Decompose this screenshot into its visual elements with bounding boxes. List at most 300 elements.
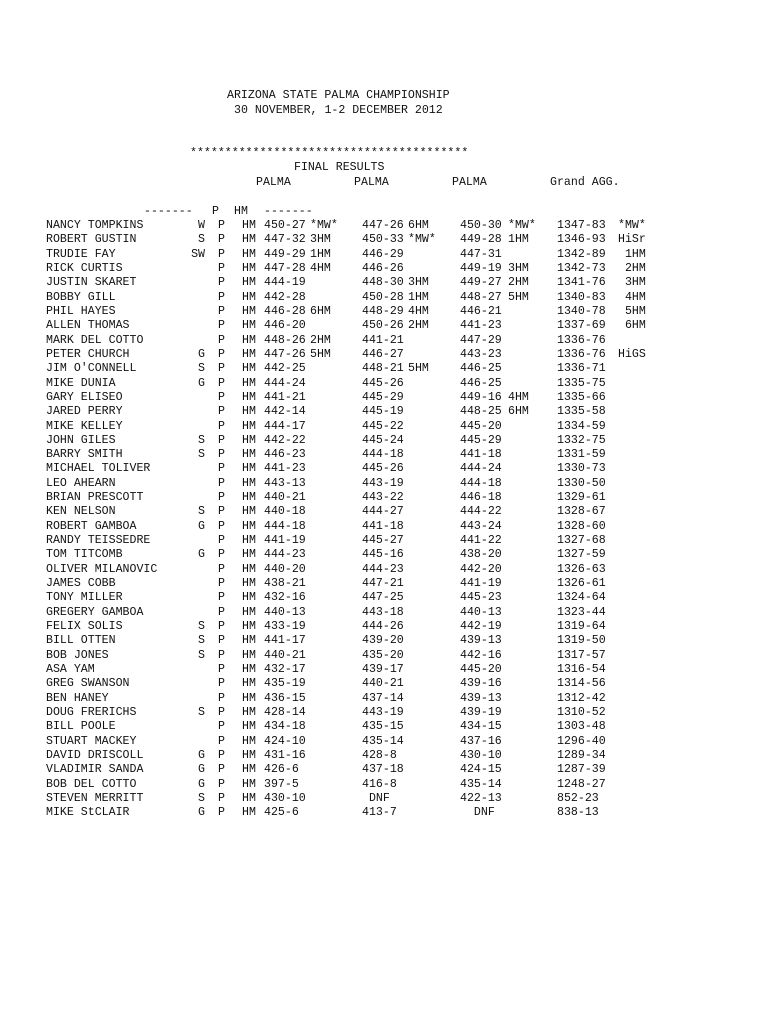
table-row	[0, 591, 768, 605]
hm-code: HM	[242, 634, 256, 648]
p-code: P	[218, 763, 225, 777]
table-row	[0, 778, 768, 792]
grand-agg-score: 1336-71	[557, 362, 606, 376]
grand-agg-mark: *MW*	[618, 219, 646, 232]
p-code: P	[218, 276, 225, 290]
palma-3-score: 450-30	[460, 219, 502, 232]
class-code: G	[198, 777, 205, 791]
p-code: P	[218, 233, 225, 247]
palma-2-score: 444-23	[362, 562, 404, 576]
hm-code: HM	[242, 763, 256, 777]
palma-2-score: 439-17	[362, 662, 404, 676]
hm-code: HM	[242, 519, 256, 533]
palma-3-score: 439-13	[460, 691, 502, 705]
table-row	[0, 391, 768, 405]
palma-1-score: 441-19	[264, 534, 306, 547]
hm-code: HM	[242, 276, 256, 290]
competitor-name: PHIL HAYES	[46, 304, 116, 318]
palma-3-score: 438-20	[460, 548, 502, 562]
p-code: P	[218, 720, 225, 734]
palma-2-score: 450-28	[362, 290, 404, 304]
palma-1-mark: 4HM	[310, 262, 331, 275]
competitor-name: JARED PERRY	[46, 405, 123, 419]
hm-code: HM	[242, 620, 256, 633]
palma-2-score: 441-18	[362, 519, 404, 533]
palma-2-score: 446-27	[362, 347, 404, 361]
palma-2-score: 416-8	[362, 777, 397, 791]
event-dates: 30 NOVEMBER, 1-2 DECEMBER 2012	[234, 104, 443, 117]
grand-agg-score: 1340-83	[557, 290, 606, 304]
competitor-name: PETER CHURCH	[46, 347, 130, 361]
table-row	[0, 319, 768, 333]
hm-code: HM	[242, 577, 256, 590]
grand-agg-score: 1335-58	[557, 405, 606, 419]
palma-2-score: 441-21	[362, 333, 404, 347]
palma-3-score: 446-25	[460, 362, 502, 376]
palma-2-score: 447-21	[362, 577, 404, 590]
p-code: P	[218, 791, 225, 805]
palma-2-mark: 3HM	[408, 276, 429, 290]
competitor-name: STUART MACKEY	[46, 734, 137, 748]
palma-3-score: 430-10	[460, 748, 502, 762]
palma-2-mark: 2HM	[408, 319, 429, 333]
competitor-name: VLADIMIR SANDA	[46, 763, 144, 777]
p-code: P	[218, 462, 225, 476]
palma-2-score: 439-20	[362, 634, 404, 648]
hm-code: HM	[242, 748, 256, 762]
hm-code: HM	[242, 362, 256, 376]
col-header-palma-3: PALMA	[452, 176, 487, 189]
table-row	[0, 606, 768, 620]
hm-code: HM	[242, 219, 256, 232]
palma-3-score: 434-15	[460, 720, 502, 734]
competitor-name: BOBBY GILL	[46, 290, 116, 304]
grand-agg-mark: 6HM	[618, 319, 646, 333]
table-row	[0, 792, 768, 806]
palma-3-score: 445-29	[460, 433, 502, 447]
competitor-name: RANDY TEISSEDRE	[46, 534, 151, 547]
palma-2-mark: *MW*	[408, 233, 436, 247]
table-row	[0, 735, 768, 749]
hm-code: HM	[242, 562, 256, 576]
grand-agg-score: 1327-68	[557, 534, 606, 547]
palma-1-score: 435-19	[264, 677, 306, 691]
palma-3-mark: 3HM	[508, 262, 529, 275]
p-code: P	[218, 219, 225, 232]
class-code: G	[198, 548, 205, 562]
hm-code: HM	[242, 791, 256, 805]
palma-2-score: 437-14	[362, 691, 404, 705]
hm-code: HM	[242, 505, 256, 519]
grand-agg-score: 1328-60	[557, 519, 606, 533]
table-row	[0, 334, 768, 348]
palma-1-score: 431-16	[264, 748, 306, 762]
grand-agg-score: 1287-39	[557, 763, 606, 777]
palma-1-mark: 1HM	[310, 247, 331, 261]
table-row	[0, 677, 768, 691]
palma-2-score: 437-18	[362, 763, 404, 777]
palma-1-score: 440-20	[264, 562, 306, 576]
grand-agg-score: 1336-76	[557, 347, 606, 361]
palma-1-score: 424-10	[264, 734, 306, 748]
hm-code: HM	[242, 591, 256, 605]
palma-1-score: 430-10	[264, 791, 306, 805]
competitor-name: OLIVER MILANOVIC	[46, 562, 158, 576]
palma-1-score: 440-21	[264, 491, 306, 505]
grand-agg-score: 1334-59	[557, 419, 606, 433]
competitor-name: MIKE DUNIA	[46, 376, 116, 390]
competitor-name: GREG SWANSON	[46, 677, 130, 691]
class-code: S	[198, 648, 205, 662]
grand-agg-score: 1331-59	[557, 448, 606, 462]
grand-agg-score: 1327-59	[557, 548, 606, 562]
p-code: P	[218, 806, 225, 820]
palma-1-score: 446-28	[264, 304, 306, 318]
class-code: S	[198, 433, 205, 447]
competitor-name: RICK CURTIS	[46, 262, 123, 275]
palma-2-score: 445-24	[362, 433, 404, 447]
palma-2-score: 435-20	[362, 648, 404, 662]
palma-1-score: 446-23	[264, 448, 306, 462]
competitor-name: BEN HANEY	[46, 691, 109, 705]
competitor-name: STEVEN MERRITT	[46, 791, 144, 805]
class-code: S	[198, 634, 205, 648]
palma-1-score: 434-18	[264, 720, 306, 734]
hm-code: HM	[242, 347, 256, 361]
p-code: P	[218, 405, 225, 419]
table-row	[0, 663, 768, 677]
grand-agg-mark: 1HM	[618, 247, 646, 261]
palma-1-score: 432-17	[264, 662, 306, 676]
table-row	[0, 491, 768, 505]
table-row	[0, 377, 768, 391]
grand-agg-score: 1337-69	[557, 319, 606, 333]
grand-agg-score: 1319-50	[557, 634, 606, 648]
table-row	[0, 348, 768, 362]
class-code: SW	[191, 247, 205, 261]
hm-code: HM	[242, 333, 256, 347]
palma-2-score: 428-8	[362, 748, 397, 762]
palma-1-score: 438-21	[264, 577, 306, 590]
palma-3-score: 422-13	[460, 791, 502, 805]
palma-2-score: 447-26	[362, 219, 404, 232]
palma-3-score: 444-18	[460, 476, 502, 490]
competitor-name: BARRY SMITH	[46, 448, 123, 462]
palma-3-score: 447-31	[460, 247, 502, 261]
table-row	[0, 276, 768, 290]
p-code: P	[218, 319, 225, 333]
table-row	[0, 305, 768, 319]
class-code: S	[198, 705, 205, 719]
grand-agg-score: 1312-42	[557, 691, 606, 705]
col-header-p: P	[212, 205, 219, 218]
palma-3-score: 448-27	[460, 290, 502, 304]
p-code: P	[218, 362, 225, 376]
hm-code: HM	[242, 705, 256, 719]
palma-3-mark: 6HM	[508, 405, 529, 419]
grand-agg-score: 1342-73	[557, 262, 606, 275]
palma-3-mark: 4HM	[508, 390, 529, 404]
grand-agg-score: 1289-34	[557, 748, 606, 762]
table-row	[0, 577, 768, 591]
palma-3-score: 446-25	[460, 376, 502, 390]
grand-agg-score: 1310-52	[557, 705, 606, 719]
palma-3-score: 445-23	[460, 591, 502, 605]
p-code: P	[218, 562, 225, 576]
hm-code: HM	[242, 290, 256, 304]
competitor-name: ASA YAM	[46, 662, 95, 676]
table-row	[0, 620, 768, 634]
palma-3-score: 442-19	[460, 620, 502, 633]
palma-1-score: 444-17	[264, 419, 306, 433]
palma-2-score: 444-26	[362, 620, 404, 633]
p-code: P	[218, 620, 225, 633]
grand-agg-score: 1324-64	[557, 591, 606, 605]
competitor-name: BOB JONES	[46, 648, 109, 662]
p-code: P	[218, 491, 225, 505]
grand-agg-score: 1330-50	[557, 476, 606, 490]
competitor-name: MARK DEL COTTO	[46, 333, 144, 347]
p-code: P	[218, 290, 225, 304]
p-code: P	[218, 419, 225, 433]
palma-2-mark: 4HM	[408, 304, 429, 318]
competitor-name: JIM O'CONNELL	[46, 362, 137, 376]
class-code: G	[198, 806, 205, 820]
palma-2-score: 444-18	[362, 448, 404, 462]
table-row	[0, 563, 768, 577]
grand-agg-mark: 4HM	[618, 290, 646, 304]
table-row	[0, 634, 768, 648]
hm-code: HM	[242, 390, 256, 404]
table-row	[0, 362, 768, 376]
grand-agg-score: 1330-73	[557, 462, 606, 476]
hm-code: HM	[242, 734, 256, 748]
palma-1-score: 448-26	[264, 333, 306, 347]
table-row	[0, 448, 768, 462]
palma-1-score: 440-21	[264, 648, 306, 662]
palma-2-score: 448-21	[362, 362, 404, 376]
palma-1-mark: 5HM	[310, 347, 331, 361]
p-code: P	[218, 748, 225, 762]
palma-1-score: 441-23	[264, 462, 306, 476]
grand-agg-score: 1328-67	[557, 505, 606, 519]
table-row	[0, 749, 768, 763]
palma-3-score: 445-20	[460, 662, 502, 676]
grand-agg-score: 1314-56	[557, 677, 606, 691]
p-code: P	[218, 605, 225, 619]
palma-1-score: 444-18	[264, 519, 306, 533]
grand-agg-score: 838-13	[557, 806, 599, 820]
palma-1-score: 447-28	[264, 262, 306, 275]
table-row	[0, 262, 768, 276]
p-code: P	[218, 577, 225, 590]
hm-code: HM	[242, 662, 256, 676]
palma-1-score: 436-15	[264, 691, 306, 705]
competitor-name: TRUDIE FAY	[46, 247, 116, 261]
grand-agg-score: 1332-75	[557, 433, 606, 447]
p-code: P	[218, 333, 225, 347]
hm-code: HM	[242, 462, 256, 476]
p-code: P	[218, 691, 225, 705]
table-row	[0, 706, 768, 720]
table-row	[0, 763, 768, 777]
table-row	[0, 434, 768, 448]
palma-2-score: 445-19	[362, 405, 404, 419]
palma-2-score: 440-21	[362, 677, 404, 691]
grand-agg-score: 1317-57	[557, 648, 606, 662]
palma-3-score: 447-29	[460, 333, 502, 347]
grand-agg-score: 1340-78	[557, 304, 606, 318]
competitor-name: JAMES COBB	[46, 577, 116, 590]
palma-1-score: 440-13	[264, 605, 306, 619]
table-row	[0, 233, 768, 247]
class-code: G	[198, 519, 205, 533]
hm-code: HM	[242, 405, 256, 419]
palma-2-score: 443-19	[362, 705, 404, 719]
palma-3-score: 441-19	[460, 577, 502, 590]
palma-2-score: 445-22	[362, 419, 404, 433]
hm-code: HM	[242, 419, 256, 433]
class-code: G	[198, 763, 205, 777]
palma-3-score: 440-13	[460, 605, 502, 619]
grand-agg-score: 1316-54	[557, 662, 606, 676]
palma-1-score: 425-6	[264, 806, 299, 820]
class-code: S	[198, 791, 205, 805]
grand-agg-score: 1335-66	[557, 390, 606, 404]
class-code: S	[198, 233, 205, 247]
hm-code: HM	[242, 319, 256, 333]
palma-3-score: 439-16	[460, 677, 502, 691]
palma-3-score: 442-20	[460, 562, 502, 576]
grand-agg-score: 1346-93	[557, 233, 606, 247]
grand-agg-score: 1341-76	[557, 276, 606, 290]
palma-1-score: 442-28	[264, 290, 306, 304]
palma-1-score: 428-14	[264, 705, 306, 719]
palma-1-score: 397-5	[264, 777, 299, 791]
grand-agg-score: 1342-89	[557, 247, 606, 261]
palma-3-score: 445-20	[460, 419, 502, 433]
palma-2-mark: 5HM	[408, 362, 429, 376]
palma-3-score: 446-21	[460, 304, 502, 318]
competitor-name: ROBERT GAMBOA	[46, 519, 137, 533]
palma-3-score: 439-13	[460, 634, 502, 648]
p-code: P	[218, 734, 225, 748]
table-row	[0, 477, 768, 491]
grand-agg-mark: 2HM	[618, 262, 646, 275]
p-code: P	[218, 347, 225, 361]
palma-2-score: 435-14	[362, 734, 404, 748]
competitor-name: JOHN GILES	[46, 433, 116, 447]
palma-2-mark: 1HM	[408, 290, 429, 304]
grand-agg-score: 1326-63	[557, 562, 606, 576]
palma-1-score: 442-22	[264, 433, 306, 447]
competitor-name: LEO AHEARN	[46, 476, 116, 490]
grand-agg-score: 1296-40	[557, 734, 606, 748]
palma-1-score: 444-24	[264, 376, 306, 390]
palma-3-score: 439-19	[460, 705, 502, 719]
palma-3-score: 435-14	[460, 777, 502, 791]
competitor-name: BRIAN PRESCOTT	[46, 491, 144, 505]
competitor-name: NANCY TOMPKINS	[46, 219, 144, 232]
p-code: P	[218, 591, 225, 605]
competitor-name: BILL OTTEN	[46, 634, 116, 648]
p-code: P	[218, 662, 225, 676]
palma-3-score: 443-23	[460, 347, 502, 361]
palma-1-score: 442-25	[264, 362, 306, 376]
palma-3-score: 442-16	[460, 648, 502, 662]
col-header-hm: HM	[234, 205, 248, 218]
grand-agg-score: 1248-27	[557, 777, 606, 791]
palma-1-score: 433-19	[264, 620, 306, 633]
palma-3-score: 441-18	[460, 448, 502, 462]
grand-agg-mark: HiGS	[618, 347, 646, 361]
class-code: G	[198, 376, 205, 390]
grand-agg-score: 1335-75	[557, 376, 606, 390]
palma-3-score: 448-25	[460, 405, 502, 419]
palma-3-score: 449-19	[460, 262, 502, 275]
palma-2-score: 443-19	[362, 476, 404, 490]
subtitle: FINAL RESULTS	[294, 161, 385, 174]
hm-code: HM	[242, 806, 256, 820]
palma-1-score: 441-17	[264, 634, 306, 648]
p-code: P	[218, 534, 225, 547]
competitor-name: KEN NELSON	[46, 505, 116, 519]
p-code: P	[218, 505, 225, 519]
hm-code: HM	[242, 777, 256, 791]
competitor-name: GARY ELISEO	[46, 390, 123, 404]
table-row	[0, 692, 768, 706]
grand-agg-score: 1323-44	[557, 605, 606, 619]
palma-2-score: 450-33	[362, 233, 404, 247]
competitor-name: BILL POOLE	[46, 720, 116, 734]
p-code: P	[218, 304, 225, 318]
palma-3-mark: 2HM	[508, 276, 529, 290]
table-row	[0, 248, 768, 262]
hm-code: HM	[242, 448, 256, 462]
hm-code: HM	[242, 548, 256, 562]
table-row	[0, 291, 768, 305]
palma-1-mark: 6HM	[310, 304, 331, 318]
table-row	[0, 505, 768, 519]
palma-1-score: 441-21	[264, 390, 306, 404]
p-code: P	[218, 648, 225, 662]
palma-1-score: 446-20	[264, 319, 306, 333]
class-code: S	[198, 505, 205, 519]
p-code: P	[218, 677, 225, 691]
dash-right: -------	[264, 205, 313, 218]
palma-2-mark: 6HM	[408, 219, 429, 232]
table-row	[0, 420, 768, 434]
palma-3-mark: 5HM	[508, 290, 529, 304]
palma-2-score: 445-26	[362, 462, 404, 476]
palma-2-score: 450-26	[362, 319, 404, 333]
class-code: S	[198, 448, 205, 462]
palma-1-mark: 3HM	[310, 233, 331, 247]
p-code: P	[218, 448, 225, 462]
grand-agg-score: 1329-61	[557, 491, 606, 505]
table-row	[0, 520, 768, 534]
p-code: P	[218, 476, 225, 490]
palma-1-score: 449-29	[264, 247, 306, 261]
palma-3-mark: *MW*	[508, 219, 536, 232]
palma-2-score: 445-26	[362, 376, 404, 390]
hm-code: HM	[242, 691, 256, 705]
col-header-palma-1: PALMA	[256, 176, 291, 189]
competitor-name: GREGERY GAMBOA	[46, 605, 144, 619]
hm-code: HM	[242, 433, 256, 447]
grand-agg-score: 1319-64	[557, 620, 606, 633]
palma-1-score: 426-6	[264, 763, 299, 777]
